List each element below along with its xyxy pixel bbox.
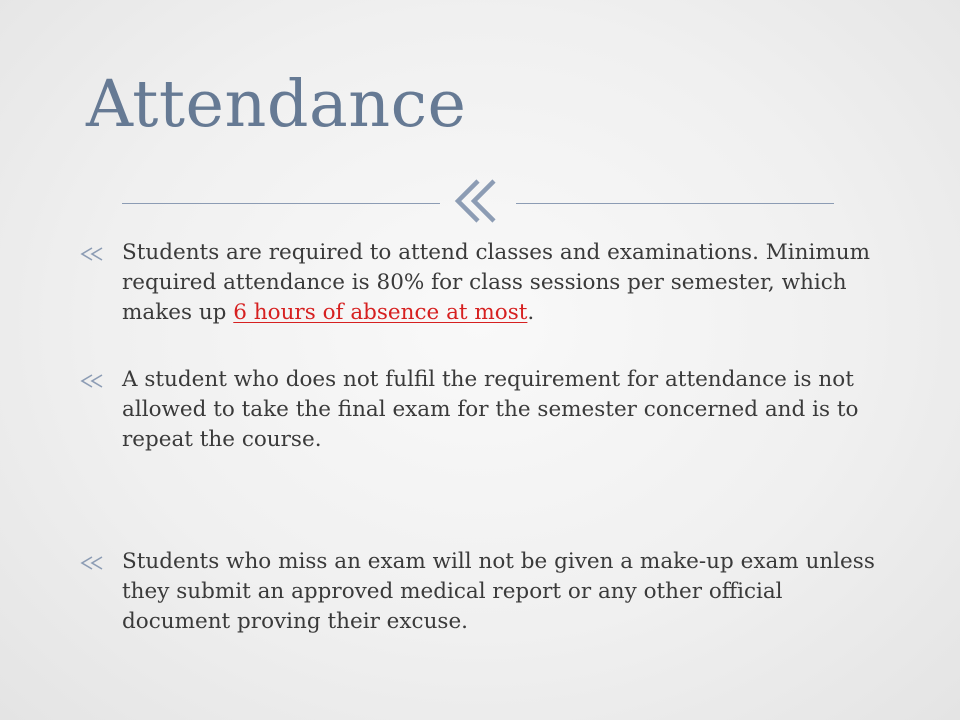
double-chevron-ornament-icon [444,178,514,224]
bullet-text: A student who does not fulfil the requirement for attendance is not allowed to take the final exam for the semester concerned and is to repeat the course. [122,367,859,452]
absence-limit-highlight: 6 hours of absence at most [233,300,528,325]
bullet-text-before: Students are required to attend classes and examinations. Minimum required attendance is 80% for class sessions per semester, which makes up [122,240,870,325]
bullet-list [80,238,880,637]
bullet-text-after: . [527,300,535,325]
bullet-text: Students who miss an exam will not be given a make-up exam unless they submit an approved medical report or any other official document proving their excuse. [122,549,875,634]
double-chevron-bullet-icon [80,556,106,570]
slide-title: Attendance [86,67,467,142]
double-chevron-bullet-icon [80,247,106,261]
bullet-item-final-exam-rule [80,365,880,455]
divider-line-left [122,203,440,204]
bullet-item-make-up-exam-rule [80,547,880,637]
double-chevron-bullet-icon [80,374,106,388]
bullet-item-attendance-requirement [80,238,880,328]
divider-line-right [516,203,834,204]
